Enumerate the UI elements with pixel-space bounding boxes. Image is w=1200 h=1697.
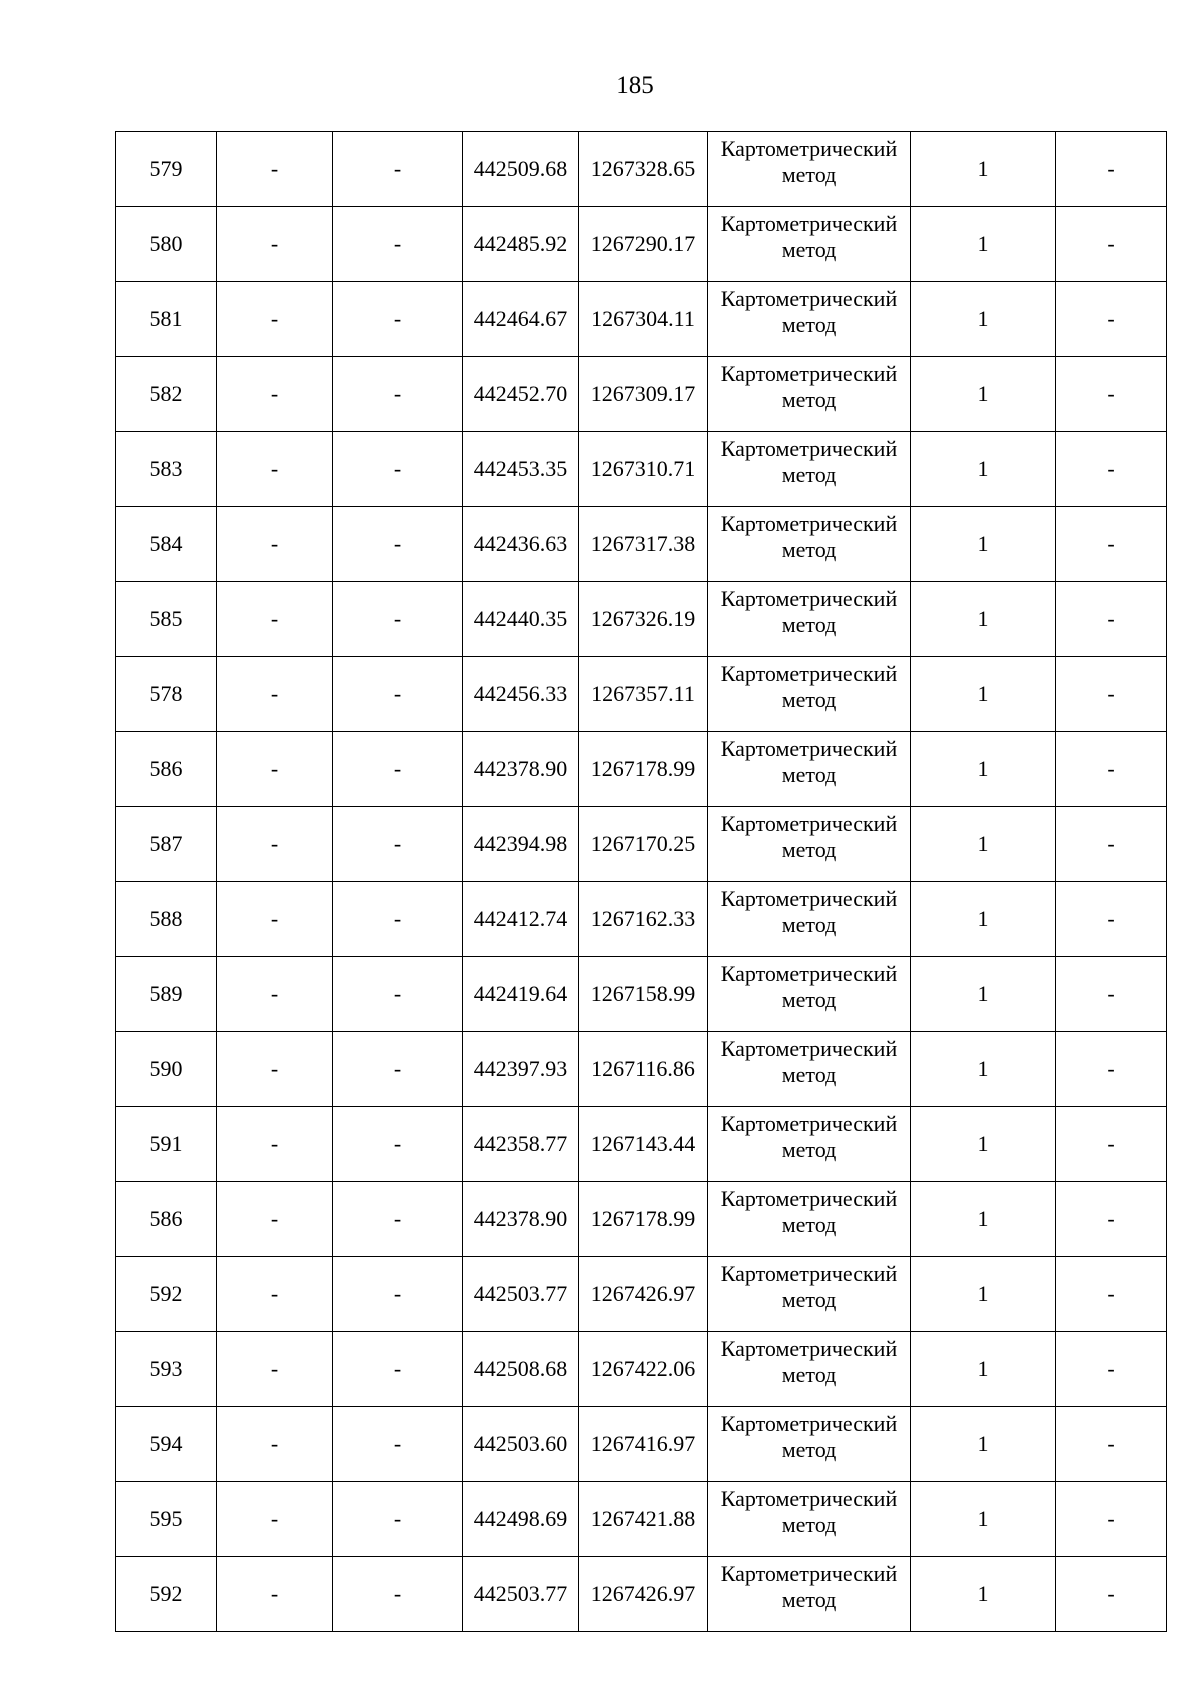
point-number-cell: 593: [116, 1332, 217, 1407]
col2-cell: -: [217, 432, 333, 507]
point-number-cell: 586: [116, 732, 217, 807]
description-cell: -: [1056, 1482, 1167, 1557]
accuracy-cell: 1: [911, 732, 1056, 807]
method-cell: [708, 657, 911, 732]
table-row: [116, 132, 1167, 207]
col2-cell: -: [217, 657, 333, 732]
method-line-1: Картометрический: [720, 1486, 898, 1511]
point-number-cell: 586: [116, 1182, 217, 1257]
x-coordinate-cell: 442378.90: [463, 732, 579, 807]
method-line-1: Картометрический: [720, 1561, 898, 1586]
accuracy-cell: 1: [911, 1032, 1056, 1107]
point-number-cell: 584: [116, 507, 217, 582]
col2-cell: -: [217, 1557, 333, 1632]
y-coordinate-cell: 1267290.17: [579, 207, 708, 282]
method-line-1: Картометрический: [720, 811, 898, 836]
description-cell: -: [1056, 1032, 1167, 1107]
method-line-2: метод: [781, 162, 837, 187]
method-cell: [708, 432, 911, 507]
col2-cell: -: [217, 957, 333, 1032]
y-coordinate-cell: 1267310.71: [579, 432, 708, 507]
x-coordinate-cell: 442509.68: [463, 132, 579, 207]
table-row: [116, 1257, 1167, 1332]
table-row: [116, 657, 1167, 732]
method-line-1: Картометрический: [720, 586, 898, 611]
method-line-1: Картометрический: [720, 961, 898, 986]
method-line-1: Картометрический: [720, 1411, 898, 1436]
col2-cell: -: [217, 507, 333, 582]
col2-cell: -: [217, 1107, 333, 1182]
col3-cell: -: [333, 507, 463, 582]
y-coordinate-cell: 1267178.99: [579, 732, 708, 807]
coordinates-table-wrapper: [115, 131, 1167, 1632]
x-coordinate-cell: 442498.69: [463, 1482, 579, 1557]
point-number-cell: 592: [116, 1557, 217, 1632]
point-number-cell: 585: [116, 582, 217, 657]
description-cell: -: [1056, 657, 1167, 732]
col2-cell: -: [217, 357, 333, 432]
table-row: [116, 432, 1167, 507]
y-coordinate-cell: 1267328.65: [579, 132, 708, 207]
col3-cell: -: [333, 882, 463, 957]
method-line-1: Картометрический: [720, 1261, 898, 1286]
point-number-cell: 588: [116, 882, 217, 957]
method-cell: [708, 282, 911, 357]
accuracy-cell: 1: [911, 1557, 1056, 1632]
point-number-cell: 582: [116, 357, 217, 432]
description-cell: -: [1056, 132, 1167, 207]
point-number-cell: 595: [116, 1482, 217, 1557]
col2-cell: -: [217, 1407, 333, 1482]
col3-cell: -: [333, 732, 463, 807]
col2-cell: -: [217, 1482, 333, 1557]
accuracy-cell: 1: [911, 1332, 1056, 1407]
table-row: [116, 1032, 1167, 1107]
y-coordinate-cell: 1267426.97: [579, 1257, 708, 1332]
x-coordinate-cell: 442397.93: [463, 1032, 579, 1107]
method-line-2: метод: [781, 612, 837, 637]
table-row: [116, 1557, 1167, 1632]
col2-cell: -: [217, 132, 333, 207]
table-row: [116, 582, 1167, 657]
x-coordinate-cell: 442456.33: [463, 657, 579, 732]
method-line-1: Картометрический: [720, 136, 898, 161]
point-number-cell: 587: [116, 807, 217, 882]
method-cell: [708, 582, 911, 657]
col3-cell: -: [333, 807, 463, 882]
point-number-cell: 579: [116, 132, 217, 207]
y-coordinate-cell: 1267178.99: [579, 1182, 708, 1257]
method-line-2: метод: [781, 1212, 837, 1237]
description-cell: -: [1056, 732, 1167, 807]
col2-cell: -: [217, 1332, 333, 1407]
table-row: [116, 1482, 1167, 1557]
x-coordinate-cell: 442503.60: [463, 1407, 579, 1482]
description-cell: -: [1056, 1407, 1167, 1482]
col2-cell: -: [217, 1257, 333, 1332]
x-coordinate-cell: 442419.64: [463, 957, 579, 1032]
y-coordinate-cell: 1267304.11: [579, 282, 708, 357]
description-cell: -: [1056, 957, 1167, 1032]
y-coordinate-cell: 1267170.25: [579, 807, 708, 882]
y-coordinate-cell: 1267143.44: [579, 1107, 708, 1182]
description-cell: -: [1056, 1107, 1167, 1182]
col3-cell: -: [333, 207, 463, 282]
x-coordinate-cell: 442452.70: [463, 357, 579, 432]
col3-cell: -: [333, 1032, 463, 1107]
description-cell: -: [1056, 1257, 1167, 1332]
method-line-1: Картометрический: [720, 211, 898, 236]
x-coordinate-cell: 442503.77: [463, 1557, 579, 1632]
col3-cell: -: [333, 1332, 463, 1407]
table-row: [116, 357, 1167, 432]
method-line-2: метод: [781, 1287, 837, 1312]
x-coordinate-cell: 442485.92: [463, 207, 579, 282]
point-number-cell: 583: [116, 432, 217, 507]
method-line-2: метод: [781, 312, 837, 337]
col2-cell: -: [217, 732, 333, 807]
accuracy-cell: 1: [911, 357, 1056, 432]
description-cell: -: [1056, 357, 1167, 432]
col3-cell: -: [333, 1482, 463, 1557]
table-row: [116, 1182, 1167, 1257]
method-cell: [708, 807, 911, 882]
accuracy-cell: 1: [911, 807, 1056, 882]
coordinates-table: [115, 131, 1167, 1632]
accuracy-cell: 1: [911, 657, 1056, 732]
method-line-2: метод: [781, 1362, 837, 1387]
col3-cell: -: [333, 1182, 463, 1257]
table-row: [116, 1407, 1167, 1482]
point-number-cell: 594: [116, 1407, 217, 1482]
method-line-1: Картометрический: [720, 736, 898, 761]
y-coordinate-cell: 1267326.19: [579, 582, 708, 657]
table-row: [116, 207, 1167, 282]
col3-cell: -: [333, 1257, 463, 1332]
method-line-2: метод: [781, 687, 837, 712]
method-cell: [708, 882, 911, 957]
x-coordinate-cell: 442378.90: [463, 1182, 579, 1257]
method-line-1: Картометрический: [720, 1036, 898, 1061]
point-number-cell: 578: [116, 657, 217, 732]
y-coordinate-cell: 1267317.38: [579, 507, 708, 582]
x-coordinate-cell: 442503.77: [463, 1257, 579, 1332]
y-coordinate-cell: 1267309.17: [579, 357, 708, 432]
point-number-cell: 589: [116, 957, 217, 1032]
method-cell: [708, 357, 911, 432]
table-body: [116, 132, 1167, 1632]
col3-cell: -: [333, 1407, 463, 1482]
y-coordinate-cell: 1267416.97: [579, 1407, 708, 1482]
method-cell: [708, 1407, 911, 1482]
method-line-2: метод: [781, 1587, 837, 1612]
col2-cell: -: [217, 282, 333, 357]
accuracy-cell: 1: [911, 432, 1056, 507]
x-coordinate-cell: 442412.74: [463, 882, 579, 957]
method-cell: [708, 957, 911, 1032]
method-cell: [708, 732, 911, 807]
col3-cell: -: [333, 282, 463, 357]
accuracy-cell: 1: [911, 957, 1056, 1032]
description-cell: -: [1056, 1332, 1167, 1407]
method-line-2: метод: [781, 462, 837, 487]
method-line-2: метод: [781, 237, 837, 262]
description-cell: -: [1056, 807, 1167, 882]
col2-cell: -: [217, 807, 333, 882]
table-row: [116, 507, 1167, 582]
method-line-2: метод: [781, 912, 837, 937]
method-line-2: метод: [781, 537, 837, 562]
y-coordinate-cell: 1267421.88: [579, 1482, 708, 1557]
accuracy-cell: 1: [911, 1182, 1056, 1257]
method-cell: [708, 1032, 911, 1107]
method-line-2: метод: [781, 1437, 837, 1462]
x-coordinate-cell: 442464.67: [463, 282, 579, 357]
method-line-2: метод: [781, 1062, 837, 1087]
method-line-1: Картометрический: [720, 436, 898, 461]
description-cell: -: [1056, 207, 1167, 282]
col3-cell: -: [333, 657, 463, 732]
col3-cell: -: [333, 357, 463, 432]
method-line-2: метод: [781, 387, 837, 412]
description-cell: -: [1056, 432, 1167, 507]
table-row: [116, 957, 1167, 1032]
table-row: [116, 807, 1167, 882]
method-line-2: метод: [781, 762, 837, 787]
method-line-1: Картометрический: [720, 886, 898, 911]
accuracy-cell: 1: [911, 1482, 1056, 1557]
col3-cell: -: [333, 582, 463, 657]
table-row: [116, 1107, 1167, 1182]
method-line-2: метод: [781, 1137, 837, 1162]
method-cell: [708, 1482, 911, 1557]
accuracy-cell: 1: [911, 282, 1056, 357]
method-line-1: Картометрический: [720, 361, 898, 386]
method-cell: [708, 1257, 911, 1332]
method-cell: [708, 1557, 911, 1632]
method-line-1: Картометрический: [720, 511, 898, 536]
method-line-1: Картометрический: [720, 1111, 898, 1136]
description-cell: -: [1056, 282, 1167, 357]
table-row: [116, 1332, 1167, 1407]
point-number-cell: 591: [116, 1107, 217, 1182]
col3-cell: -: [333, 957, 463, 1032]
accuracy-cell: 1: [911, 582, 1056, 657]
method-line-2: метод: [781, 1512, 837, 1537]
y-coordinate-cell: 1267116.86: [579, 1032, 708, 1107]
accuracy-cell: 1: [911, 1257, 1056, 1332]
accuracy-cell: 1: [911, 1107, 1056, 1182]
method-cell: [708, 1332, 911, 1407]
description-cell: -: [1056, 1182, 1167, 1257]
col3-cell: -: [333, 432, 463, 507]
method-line-1: Картометрический: [720, 1186, 898, 1211]
method-line-1: Картометрический: [720, 661, 898, 686]
description-cell: -: [1056, 507, 1167, 582]
table-row: [116, 882, 1167, 957]
method-line-1: Картометрический: [720, 1336, 898, 1361]
point-number-cell: 581: [116, 282, 217, 357]
x-coordinate-cell: 442394.98: [463, 807, 579, 882]
col2-cell: -: [217, 1182, 333, 1257]
accuracy-cell: 1: [911, 132, 1056, 207]
y-coordinate-cell: 1267422.06: [579, 1332, 708, 1407]
point-number-cell: 590: [116, 1032, 217, 1107]
method-cell: [708, 507, 911, 582]
table-row: [116, 282, 1167, 357]
method-cell: [708, 207, 911, 282]
table-row: [116, 732, 1167, 807]
y-coordinate-cell: 1267158.99: [579, 957, 708, 1032]
x-coordinate-cell: 442508.68: [463, 1332, 579, 1407]
method-line-2: метод: [781, 837, 837, 862]
accuracy-cell: 1: [911, 207, 1056, 282]
col3-cell: -: [333, 1557, 463, 1632]
col2-cell: -: [217, 207, 333, 282]
x-coordinate-cell: 442436.63: [463, 507, 579, 582]
point-number-cell: 580: [116, 207, 217, 282]
col2-cell: -: [217, 1032, 333, 1107]
method-cell: [708, 132, 911, 207]
y-coordinate-cell: 1267357.11: [579, 657, 708, 732]
description-cell: -: [1056, 582, 1167, 657]
method-line-1: Картометрический: [720, 286, 898, 311]
page-number: 185: [616, 72, 654, 99]
accuracy-cell: 1: [911, 882, 1056, 957]
y-coordinate-cell: 1267426.97: [579, 1557, 708, 1632]
y-coordinate-cell: 1267162.33: [579, 882, 708, 957]
method-cell: [708, 1182, 911, 1257]
description-cell: -: [1056, 1557, 1167, 1632]
x-coordinate-cell: 442358.77: [463, 1107, 579, 1182]
method-cell: [708, 1107, 911, 1182]
col2-cell: -: [217, 582, 333, 657]
point-number-cell: 592: [116, 1257, 217, 1332]
accuracy-cell: 1: [911, 1407, 1056, 1482]
x-coordinate-cell: 442453.35: [463, 432, 579, 507]
method-line-2: метод: [781, 987, 837, 1012]
description-cell: -: [1056, 882, 1167, 957]
col3-cell: -: [333, 1107, 463, 1182]
x-coordinate-cell: 442440.35: [463, 582, 579, 657]
accuracy-cell: 1: [911, 507, 1056, 582]
col2-cell: -: [217, 882, 333, 957]
col3-cell: -: [333, 132, 463, 207]
